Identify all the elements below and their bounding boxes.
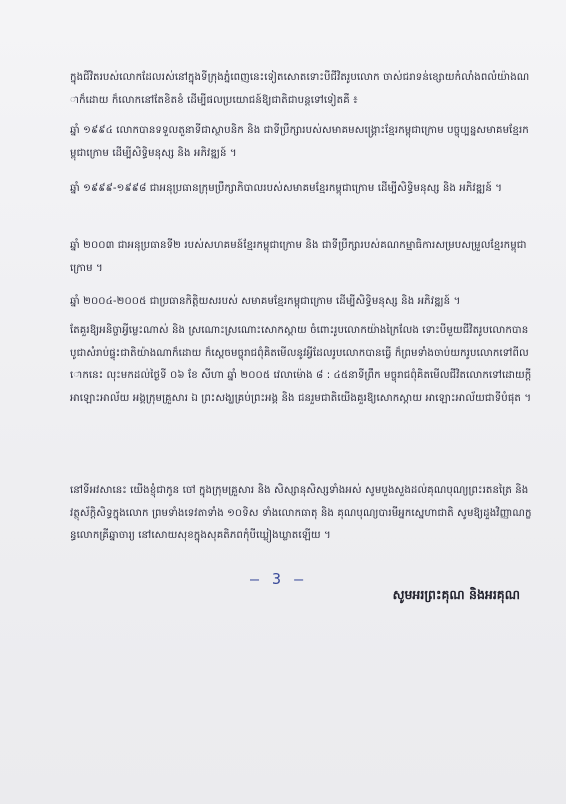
paragraph-1994: ឆ្នាំ ១៩៩៤ លោកបានទទួលតួនាទីជាស្ថាបនិក និង ជាទីប្រឹក្សារបស់សមាគមសង្គ្រោះខ្មែរកម្ពុជាក្រោម បច្ចុប្បន្នសមាគមខ្មែរកម្ពុជាក្រោម ដើម្បីសិទ្ធិមនុស្ស និង អភិវឌ្ឍន៍ ។	[70, 125, 529, 159]
paragraph-intro: ក្នុងជីវិតរបស់លោកដែលរស់នៅក្នុងទីក្រុងភ្នំពេញនេះទៀតសោតទោះបីជីវិតរូបលោក ចាស់ជរាទន់ខ្សោយកំលាំងពលំយ៉ាងណាក៏ដោយ ក៏លោកនៅតែខិតខំ ដើម្បីផលប្រយោជន៍ឱ្យជាតិជាបន្តទៅទៀតគឺ ៖	[70, 72, 530, 106]
closing-thanks: សូមអរព្រះគុណ និងអរគុណ	[392, 587, 520, 602]
paragraph-2003: ឆ្នាំ ២០០៣ ជាអនុប្រធានទី២ របស់សហគមន៍ខ្មែរកម្ពុជាក្រោម និង ជាទីប្រឹក្សារបស់គណកម្មាធិការសម្របសម្រួលខ្មែរកម្ពុជាក្រោម ។	[70, 240, 527, 274]
page-number: — 3 —	[250, 570, 306, 588]
paragraph-final-wish: នៅទីអវសានេះ យើងខ្ញុំជាកូន ចៅ ក្នុងក្រុមគ្រួសារ និង សិស្សានុសិស្សទាំងអស់ សូមបួងសួងដល់គុណបុណ្យព្រះរតនត្រៃ និង វត្ថុស័ក្តិសិទ្ធក្នុងលោក ព្រមទាំងទេវតាទាំង ១០ទិស ទាំងលោកធាតុ និង គុណបុណ្យបារមីអ្នកស្នេហាជាតិ សូមឱ្យដួងវិញ្ញាណក្ខន្ធលោកគ្រីឆ្នាចារ្យ នៅសោយសុខក្នុងសុគតិភពកុំបីឃ្លៀងឃ្លាតឡើយ ។	[70, 485, 532, 541]
paragraph-1995-1998: ឆ្នាំ ១៩៩៩-១៩៩៨ ជាអនុប្រធានក្រុមប្រឹក្សាភិបាលរបស់សមាគមខ្មែរកម្ពុជាក្រោម ដើម្បីសិទ្ធិមនុស្ស និង អភិវឌ្ឍន៍ ។	[70, 183, 503, 194]
paragraph-passing: តែគួរឱ្យអនិច្ចាអ្វីម្លេះណាស់ និង ស្រណោះស្រណោះសោកស្តាយ ចំពោះរូបលោកយ៉ាងក្រៃលែង ទោះបីមួយជីវិតរូបលោកបានបូជាសំរាប់ផ្ទុះជាតិយ៉ាងណាក៏ដោយ ក៏ស្តេចមច្ចុរាជពុំគិតមើលនូវអ្វីដែលរូបលោកបានធ្វើ ក៏ព្រមទាំងចាប់យករូបលោកទៅពីលោកនេះ លុះមកដល់ថ្ងៃទី ០៦ ខែ សីហា ឆ្នាំ ២០០៥ វេលាម៉ោង ៨ : ៤៥នាទីព្រឹក មច្ចុរាជពុំគិតមើលជីវិតលោកទៅដោយក្តីអាឡោះអាល័យ អង្គក្រុមគ្រួសារ ឯ ព្រះសង្ឃគ្រប់ព្រះអង្គ និង ជនរួមជាតិយើងគួរឱ្យសោកស្តាយ អាឡោះអាល័យជាទីបំផុត ។	[70, 325, 532, 404]
paragraph-2004-2005: ឆ្នាំ ២០០៤-២០០៥ ជាប្រធានកិត្តិយសរបស់ សមាគមខ្មែរកម្ពុជាក្រោម ដើម្បីសិទ្ធិមនុស្ស និង អភិវឌ្ឍន៍ ។	[70, 296, 461, 307]
